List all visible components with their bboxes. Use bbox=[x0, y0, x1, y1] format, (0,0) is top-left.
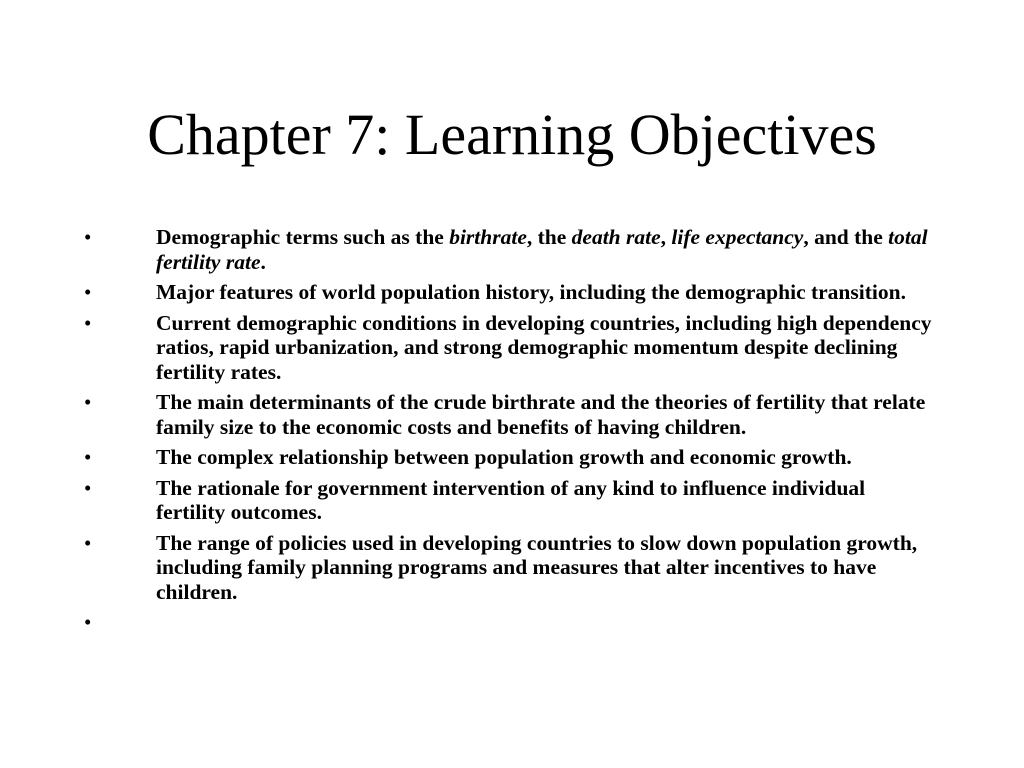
bullet-item-6 bbox=[0, 476, 1024, 525]
bullet-dot-icon: • bbox=[84, 610, 92, 634]
bullet-item-1 bbox=[0, 225, 1024, 274]
bullet-text: The main determinants of the crude birthrate and the theories of fertility that relate family size to the economic costs and benefits of having children. bbox=[156, 390, 926, 439]
bullet-dot-icon: • bbox=[84, 225, 92, 249]
slide-title: Chapter 7: Learning Objectives bbox=[147, 102, 877, 167]
bullet-list bbox=[0, 225, 1024, 641]
bullet-item-2 bbox=[0, 280, 1024, 305]
bullet-text: Current demographic conditions in developing countries, including high dependency ratios, rapid urbanization, and strong demographic momentum despite declining fertility rates. bbox=[156, 310, 932, 384]
bullet-dot-icon: • bbox=[84, 530, 92, 555]
bullet-dot-icon: • bbox=[84, 475, 92, 500]
bullet-item-4 bbox=[0, 390, 1024, 439]
bullet-text: Major features of world population history, including the demographic transition. bbox=[156, 280, 906, 304]
bullet-item-5 bbox=[0, 445, 1024, 470]
bullet-dot-icon: • bbox=[84, 310, 92, 335]
bullet-item-8-empty bbox=[0, 610, 1024, 635]
bullet-text: Demographic terms such as the birthrate, the death rate, life expectancy, and the total fertility rate. bbox=[156, 225, 928, 274]
bullet-text: The range of policies used in developing countries to slow down population growth, including family planning programs and measures that alter incentives to have children. bbox=[156, 530, 918, 604]
bullet-dot-icon: • bbox=[84, 280, 92, 304]
bullet-item-3 bbox=[0, 311, 1024, 385]
bullet-text: The complex relationship between population growth and economic growth. bbox=[156, 445, 852, 469]
bullet-dot-icon: • bbox=[84, 445, 92, 469]
bullet-item-7 bbox=[0, 531, 1024, 605]
bullet-dot-icon: • bbox=[84, 390, 92, 414]
bullet-text: The rationale for government intervention of any kind to influence individual fertility outcomes. bbox=[156, 475, 866, 524]
